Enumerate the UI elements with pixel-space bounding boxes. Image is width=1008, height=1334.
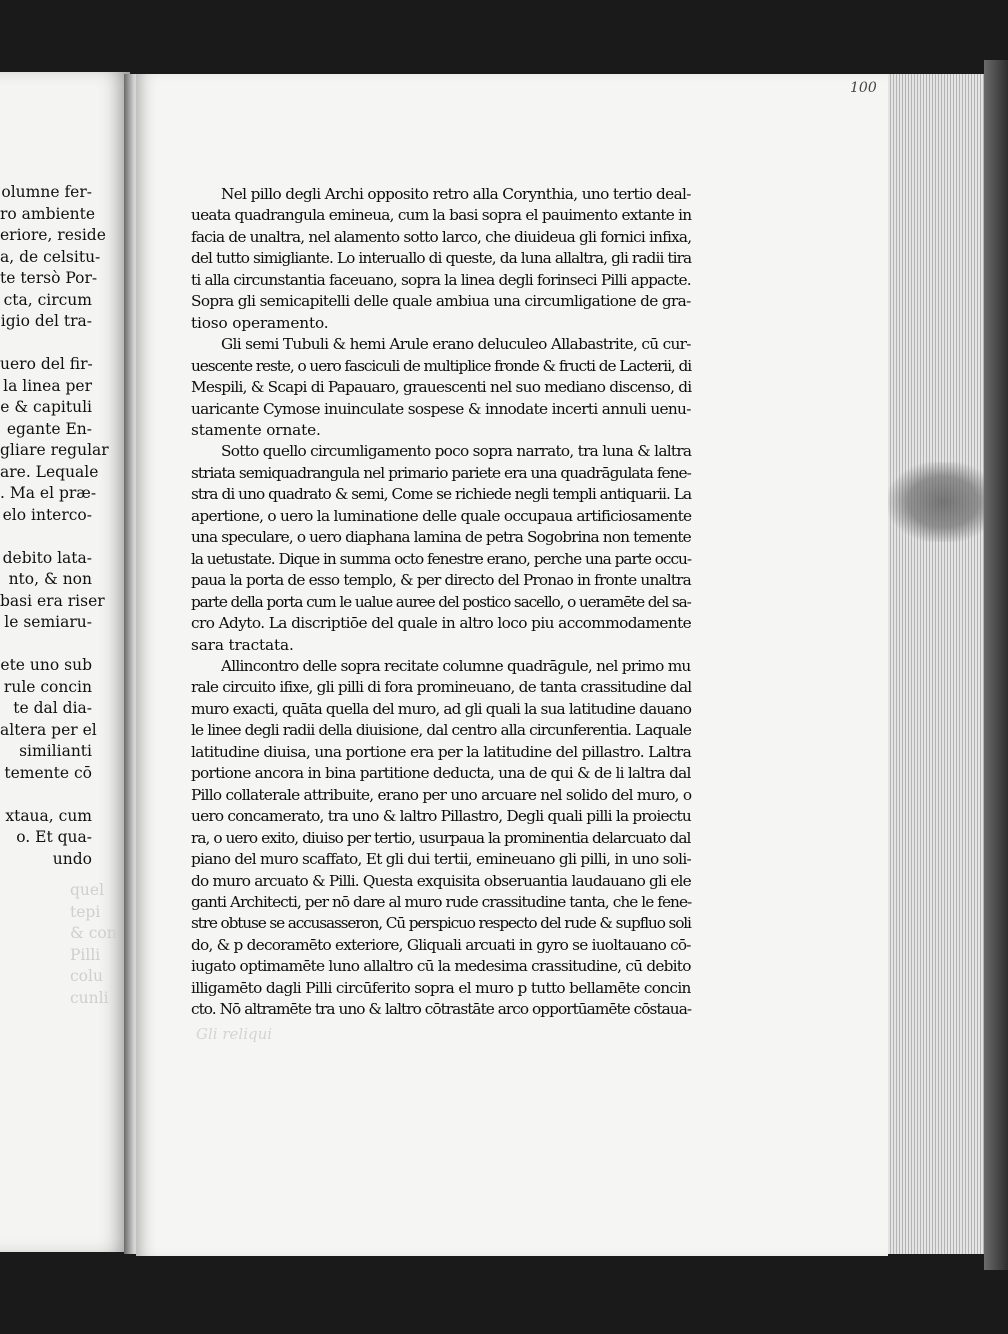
text-line: una speculare, o uero diaphana lamina de petra Sogobrina non temente bbox=[191, 528, 691, 547]
left-text-line: la linea per bbox=[3, 376, 92, 395]
text-line: uero concamerato, tra uno & laltro Pillastro, Degli quali pilli la proiectu bbox=[191, 807, 691, 826]
text-line: stre obtuse se accusasseron, Cū perspicuo respecto del rude & supfluo soli bbox=[191, 914, 691, 933]
text-line: muro exacti, quāta quella del muro, ad gli quali la sua latitudine dauano bbox=[191, 699, 692, 718]
text-line: Mespili, & Scapi di Papauaro, grauescenti nel suo mediano discenso, di bbox=[191, 378, 692, 397]
text-line: parte della porta cum le ualue auree del postico sacello, o ueramēte del sa- bbox=[191, 592, 691, 611]
left-text-line: o. Et qua- bbox=[16, 828, 92, 846]
text-line: le linee degli radii della diuisione, dal centro alla circunferentia. Laquale bbox=[191, 721, 692, 740]
text-line: Gli semi Tubuli & hemi Arule erano deluculeo Allabastrite, cū cur- bbox=[221, 335, 691, 354]
left-text-line: gliare regular bbox=[0, 441, 109, 459]
left-text-line: a, de celsitu- bbox=[0, 247, 101, 266]
left-text-line: xtaua, cum bbox=[5, 806, 92, 825]
text-line: Sopra gli semicapitelli delle quale ambiua una circumligatione de gra- bbox=[191, 292, 691, 311]
text-line: stra di uno quadrato & semi, Come se richiede negli templi antiquarii. La bbox=[191, 485, 692, 504]
text-line: do muro arcuato & Pilli. Questa exquisita obseruantia laudauano gli ele bbox=[191, 871, 691, 890]
text-line: del tutto simigliante. Lo interuallo di queste, da luna allaltra, gli radii tira bbox=[191, 249, 692, 268]
left-text-line: ro ambiente bbox=[0, 204, 96, 223]
left-text-line: te tersò Por- bbox=[0, 269, 98, 287]
left-text-line: le semiaru- bbox=[4, 613, 92, 631]
left-text-line: egante En- bbox=[6, 419, 92, 438]
text-line: la uetustate. Dique in summa octo fenestre erano, perche una parte occu- bbox=[191, 549, 691, 568]
text-line: uescente reste, o uero fasciculi de multiplice fronde & fructi de Lacterii, di bbox=[191, 356, 692, 375]
left-text-line: altera per el bbox=[0, 720, 97, 739]
left-page-show-through bbox=[40, 880, 130, 1009]
left-text-line: cta, circum bbox=[3, 290, 92, 309]
left-text-line: eriore, reside bbox=[0, 226, 106, 244]
left-text-line bbox=[0, 526, 92, 548]
text-line: striata semiquadrangula nel primario pariete era una quadrāgulata fene- bbox=[191, 463, 691, 482]
left-text-line: debito lata- bbox=[2, 548, 92, 567]
text-line: piano del muro scaffato, Et gli dui tertii, emineuano gli pilli, in uno soli- bbox=[191, 850, 691, 869]
show-through-line: colu bbox=[70, 967, 103, 985]
left-text-line bbox=[0, 634, 92, 656]
left-text-line bbox=[0, 784, 92, 806]
show-through-line: Pilli bbox=[70, 945, 101, 964]
left-text-line: olumne fer- bbox=[1, 183, 92, 201]
text-line: stamente ornate. bbox=[191, 420, 321, 439]
left-page-text bbox=[0, 182, 130, 870]
left-text-line: . Ma el præ- bbox=[0, 484, 97, 502]
text-line: ti alla circunstantia faceuano, sopra la linea degli forinseci Pilli appacte. bbox=[191, 270, 691, 289]
text-line: portione ancora in bina partitione deducta, una de qui & de li laltra dal bbox=[191, 764, 691, 783]
folio-number: 100 bbox=[850, 80, 877, 96]
left-text-line: nto, & non bbox=[8, 570, 92, 588]
text-line: paua la porta de esso templo, & per directo del Pronao in fronte unaltra bbox=[191, 571, 691, 590]
text-line: Sotto quello circumligamento poco sopra narrato, tra luna & laltra bbox=[221, 442, 692, 461]
left-text-line: igio del tra- bbox=[0, 312, 92, 330]
left-text-line: rule concin bbox=[3, 677, 92, 696]
text-line: ueata quadrangula emineua, cum la basi sopra el pauimento extante in bbox=[191, 206, 692, 225]
left-text-line: basi era riser bbox=[0, 591, 105, 610]
show-through-line: & con bbox=[70, 924, 117, 942]
left-page bbox=[0, 72, 130, 1252]
text-line: sara tractata. bbox=[191, 635, 294, 654]
left-text-line: similianti bbox=[19, 742, 92, 760]
left-text-line: undo bbox=[52, 849, 92, 868]
show-through-line: cunli bbox=[70, 988, 109, 1007]
show-through-text: Gli reliqui bbox=[196, 1025, 273, 1043]
text-line: rale circuito ifixe, gli pilli di fora promineuano, de tanta crassitudine dal bbox=[191, 678, 692, 697]
text-line: cro Adyto. La discriptiōe del quale in altro loco piu accommodamente bbox=[191, 614, 692, 633]
left-text-line: ete uno sub bbox=[0, 656, 92, 674]
text-line: ganti Architecti, per nō dare al muro rude crassitudine tanta, che le fene- bbox=[191, 892, 692, 911]
text-line: facia de unaltra, nel alamento sotto larco, che diuideua gli fornici infixa, bbox=[191, 227, 692, 246]
left-text-line: uero del fir- bbox=[0, 355, 93, 373]
left-text-line: elo interco- bbox=[2, 505, 92, 524]
left-text-line: are. Lequale bbox=[0, 462, 99, 481]
text-line: latitudine diuisa, una portione era per la latitudine del pillastro. Laltra bbox=[191, 742, 692, 761]
text-line: do, & p decoramēto exteriore, Gliquali arcuati in gyro se iuoltauano cō- bbox=[191, 935, 691, 954]
show-through-line: tepi bbox=[70, 902, 101, 921]
text-line: Pillo collaterale attribuite, erano per uno arcuare nel solido del muro, o bbox=[191, 785, 692, 804]
left-text-line: e & capituli bbox=[0, 398, 92, 416]
text-line: iugato optimamēte luno allaltro cū la medesima crassitudine, cū debito bbox=[191, 957, 691, 976]
water-stain bbox=[888, 462, 988, 542]
left-text-line: te dal dia- bbox=[13, 699, 92, 717]
book-cover-edge bbox=[984, 60, 1008, 1270]
page-fore-edge bbox=[888, 74, 984, 1254]
text-line: ra, o uero exito, diuiso per tertio, usurpaua la prominentia delarcuato dal bbox=[191, 828, 691, 847]
text-line: illigamēto dagli Pilli circūferito sopra el muro p tutto bellamēte concin bbox=[191, 978, 691, 997]
text-line: uaricante Cymose inuinculate sospese & innodate incerti annuli uenu- bbox=[191, 399, 691, 418]
main-text-block bbox=[191, 184, 691, 1021]
text-line: cto. Nō altramēte tra uno & laltro cōtrastāte arco opportūamēte cōstaua- bbox=[191, 1000, 692, 1019]
show-through-line: quel bbox=[70, 881, 105, 899]
text-line: Nel pillo degli Archi opposito retro alla Corynthia, uno tertio deal- bbox=[221, 185, 691, 203]
left-text-line bbox=[0, 333, 92, 355]
text-line: apertione, o uero la luminatione delle quale occupaua artificiosamente bbox=[191, 506, 692, 525]
left-text-line: temente cō bbox=[4, 763, 92, 782]
text-line: Allincontro delle sopra recitate columne quadrāgule, nel primo mu bbox=[221, 656, 691, 675]
text-line: tioso operamento. bbox=[191, 313, 329, 332]
